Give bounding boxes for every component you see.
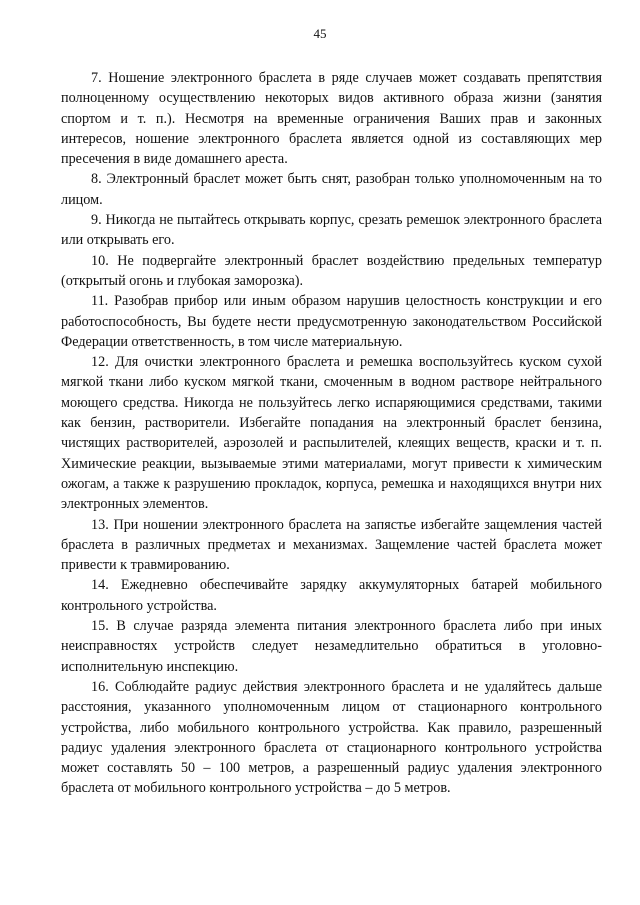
document-body (61, 68, 602, 799)
paragraph-10: 10. Не подвергайте электронный браслет воздействию предельных температур (открытый огонь и глубокая заморозка). (61, 252, 602, 289)
page-number: 45 (313, 26, 327, 41)
paragraph-7: 7. Ношение электронного браслета в ряде случаев может создавать препятствия полноценному осуществлению некоторых видов активного образа жизни (занятия спортом и т. п.). Несмотря на временные ограничения Ваших прав и законных интересов, ношение электронного браслета является одной из составляющих мер пресечения в виде домашнего ареста. (61, 70, 602, 168)
paragraph-11: 11. Разобрав прибор или иным образом нарушив целостность конструкции и его работоспособность, Вы будете нести предусмотренную законодательством Российской Федерации ответственность, в том числе материальную. (61, 293, 602, 350)
paragraph-8: 8. Электронный браслет может быть снят, разобран только уполномоченным на то лицом. (61, 171, 602, 208)
paragraph-14: 14. Ежедневно обеспечивайте зарядку аккумуляторных батарей мобильного контрольного устройства. (61, 577, 602, 614)
paragraph-15: 15. В случае разряда элемента питания электронного браслета либо при иных неисправностях устройств следует незамедлительно обратиться в уголовно-исполнительную инспекцию. (61, 618, 602, 675)
paragraph-9: 9. Никогда не пытайтесь открывать корпус, срезать ремешок электронного браслета или открывать его. (61, 212, 602, 249)
paragraph-13: 13. При ношении электронного браслета на запястье избегайте защемления частей браслета в различных предметах и механизмах. Защемление частей браслета может привести к травмированию. (61, 516, 602, 574)
paragraph-12: 12. Для очистки электронного браслета и ремешка воспользуйтесь куском сухой мягкой ткани либо куском мягкой ткани, смоченным в водном растворе нейтрального моющего средства. Никогда не пользуйтесь легко испаряющимися средствами, такими как бензин, растворители. Избегайте попадания на электронный браслет бензина, чистящих растворителей, аэрозолей и распылителей, клеящих веществ, краски и т. п. Химические реакции, вызываемые этими материалами, могут привести к химическим ожогам, а также к разрушению прокладок, корпуса, ремешка и находящихся внутри них электронных элементов. (61, 354, 602, 513)
paragraph-16: 16. Соблюдайте радиус действия электронного браслета и не удаляйтесь дальше расстояния, указанного уполномоченным лицом от стационарного контрольного устройства, либо мобильного контрольного устройства. Как правило, разрешенный радиус удаления электронного браслета от стационарного контрольного устройства может составлять 50 – 100 метров, а разрешенный радиус удаления электронного браслета от мобильного контрольного устройства – до 5 метров. (61, 678, 602, 797)
